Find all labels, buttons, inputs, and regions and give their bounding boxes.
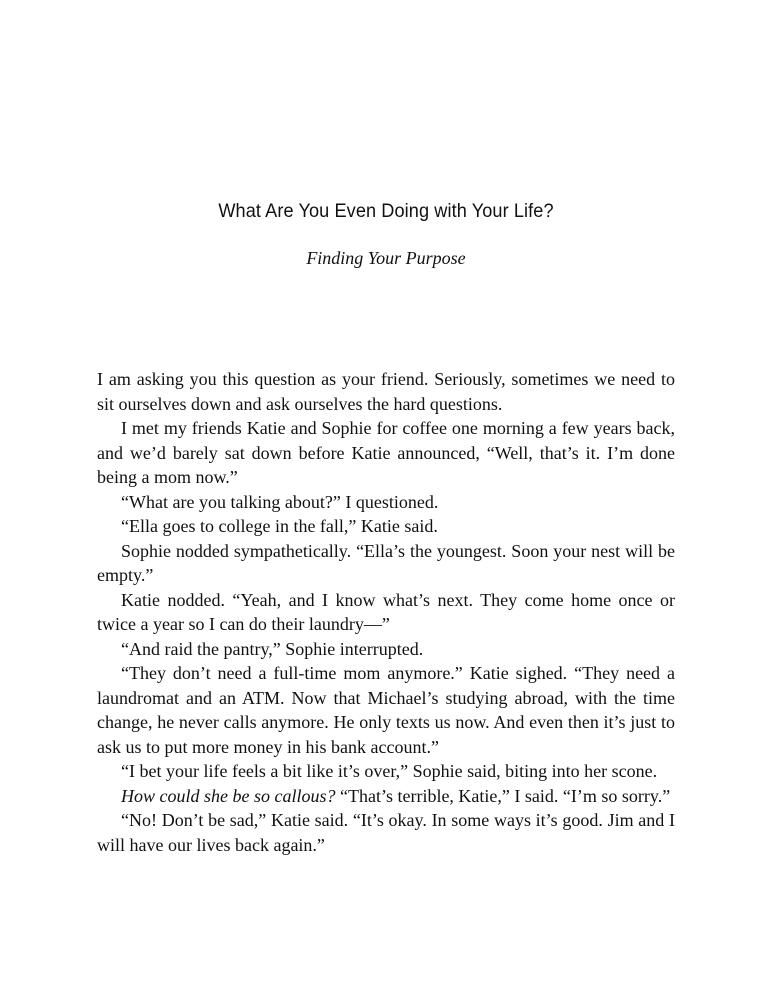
body-text: [97, 367, 675, 857]
paragraph: Katie nodded. “Yeah, and I know what’s next. They come home once or twice a year so I can do their laundry—”: [97, 589, 675, 634]
paragraph: I met my friends Katie and Sophie for coffee one morning a few years back, and we’d barely sat down before Katie announced, “Well, that’s it. I’m done being a mom now.”: [97, 418, 675, 487]
paragraph: “Ella goes to college in the fall,” Katie said.: [121, 516, 438, 536]
paragraph: “And raid the pantry,” Sophie interrupted.: [121, 638, 424, 659]
paragraph-text: “That’s terrible, Katie,” I said. “I’m so sorry.”: [335, 785, 671, 806]
paragraph: “I bet your life feels a bit like it’s over,” Sophie said, biting into her scone.: [121, 761, 658, 781]
chapter-title: What Are You Even Doing with Your Life?: [218, 200, 554, 222]
paragraph: I am asking you this question as your friend. Seriously, sometimes we need to sit ourselves down and ask ourselves the hard questions.: [97, 369, 675, 414]
paragraph: [97, 784, 675, 809]
paragraph: “No! Don’t be sad,” Katie said. “It’s okay. In some ways it’s good. Jim and I will have our lives back again.”: [97, 810, 675, 855]
paragraph: Sophie nodded sympathetically. “Ella’s the youngest. Soon your nest will be empty.”: [97, 540, 675, 585]
paragraph: “What are you talking about?” I questioned.: [121, 491, 439, 512]
italic-thought: How could she be so callous?: [121, 785, 336, 806]
paragraph: “They don’t need a full-time mom anymore.” Katie sighed. “They need a laundromat and an ATM. Now that Michael’s studying abroad, with the time change, he never calls anymore. He only texts us now. And even then it’s just to ask us to put more money in his bank account.”: [97, 663, 675, 757]
chapter-subtitle: Finding Your Purpose: [306, 248, 466, 268]
